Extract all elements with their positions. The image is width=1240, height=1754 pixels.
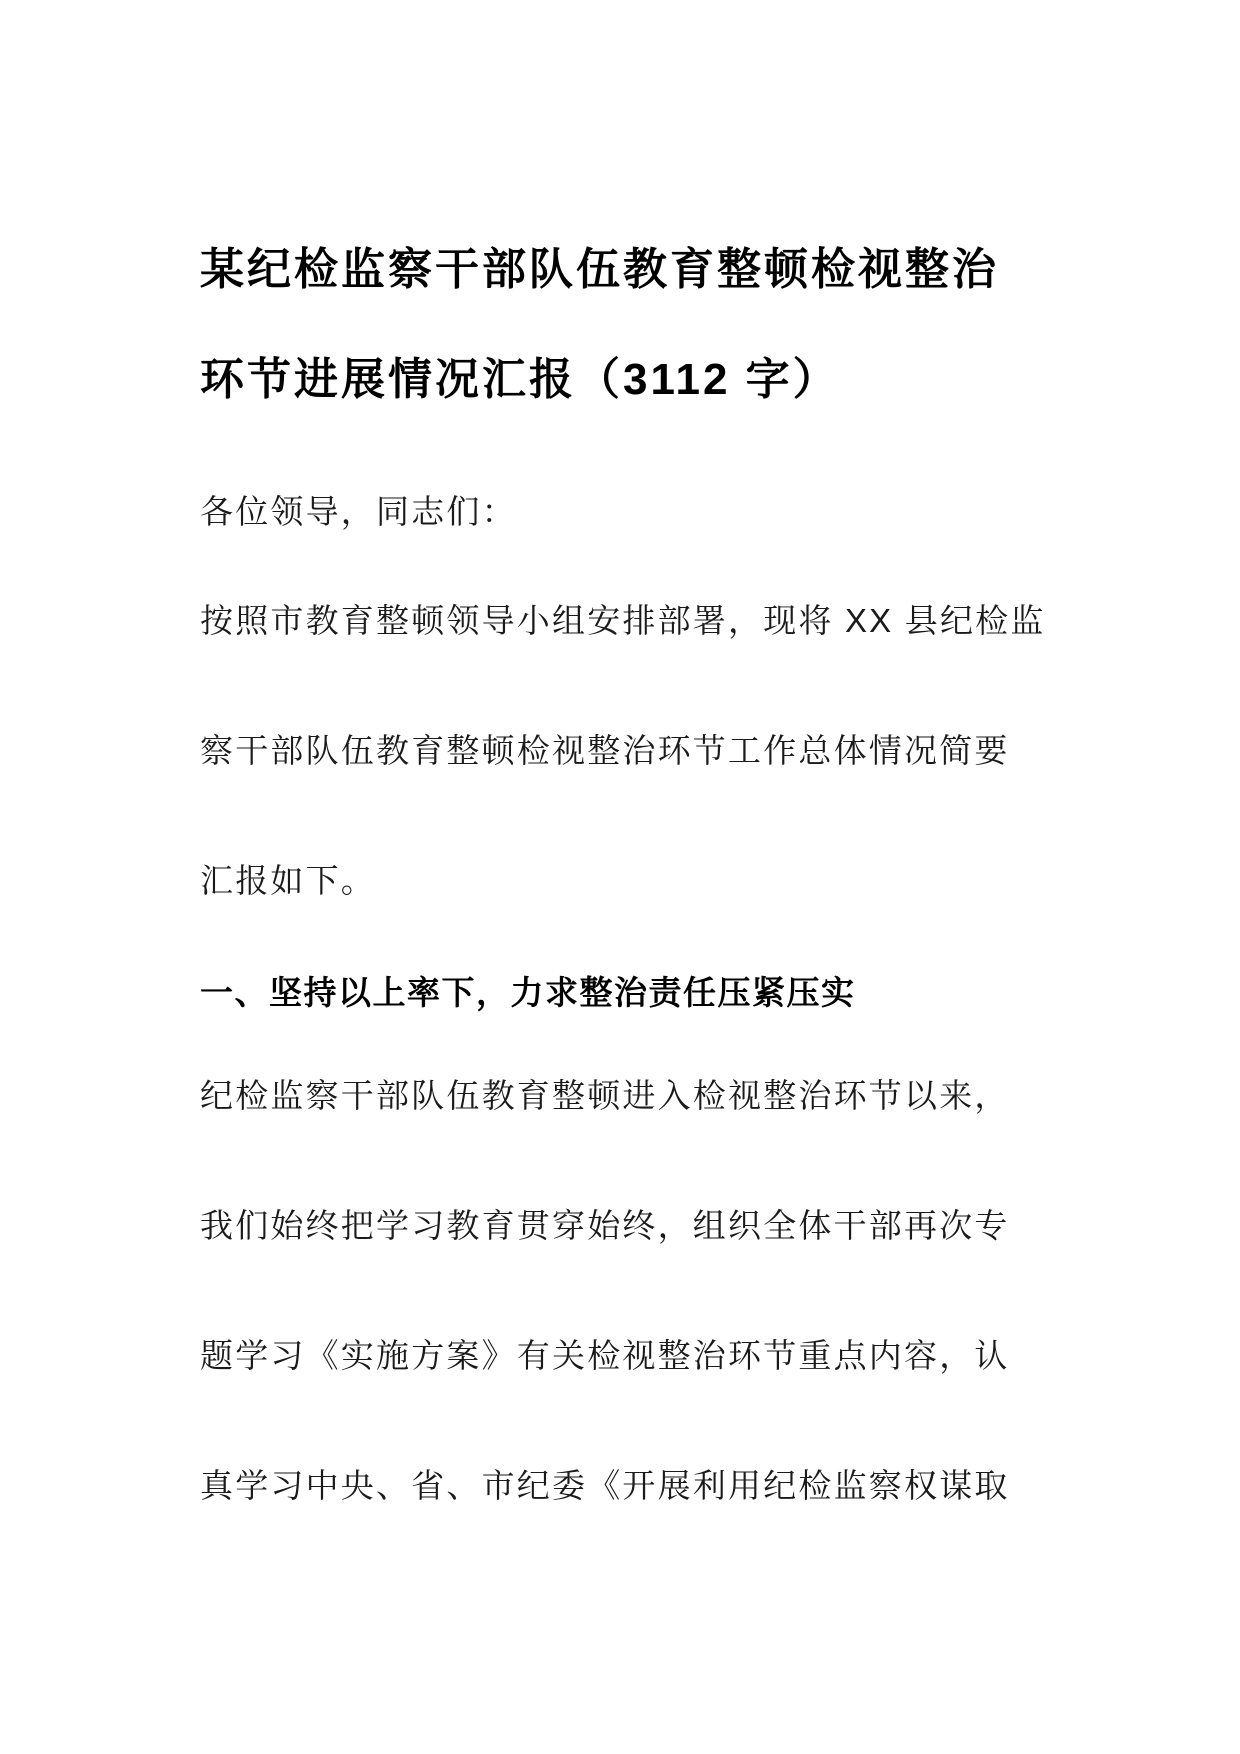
text-line: 一、坚持以上率下，力求整治责任压紧压实 [200,974,856,1011]
paragraph [200,1031,1035,1551]
text-line: 题学习《实施方案》有关检视整治环节重点内容，认 [200,1337,1010,1374]
text-line: 按照市教育整顿领导小组安排部署，现将 XX 县纪检监 [200,602,1046,639]
page-title-line-1: 某纪检监察干部队伍教育整顿检视整治 [200,245,999,294]
text-line: 我们始终把学习教育贯穿始终，组织全体干部再次专 [200,1207,1010,1244]
paragraph [200,556,1046,946]
text-line: 察干部队伍教育整顿检视整治环节工作总体情况简要 [200,732,1010,769]
document-body [200,447,1046,1551]
text-line: 汇报如下。 [200,862,376,899]
text-line: 真学习中央、省、市纪委《开展利用纪检监察权谋取 [200,1467,1010,1504]
text-line: 纪检监察干部队伍教育整顿进入检视整治环节以来， [200,1077,1010,1114]
page-title [200,215,1035,435]
text-line: 各位领导，同志们： [200,493,517,530]
page-title-line-2: 环节进展情况汇报（3112 字） [200,355,840,404]
